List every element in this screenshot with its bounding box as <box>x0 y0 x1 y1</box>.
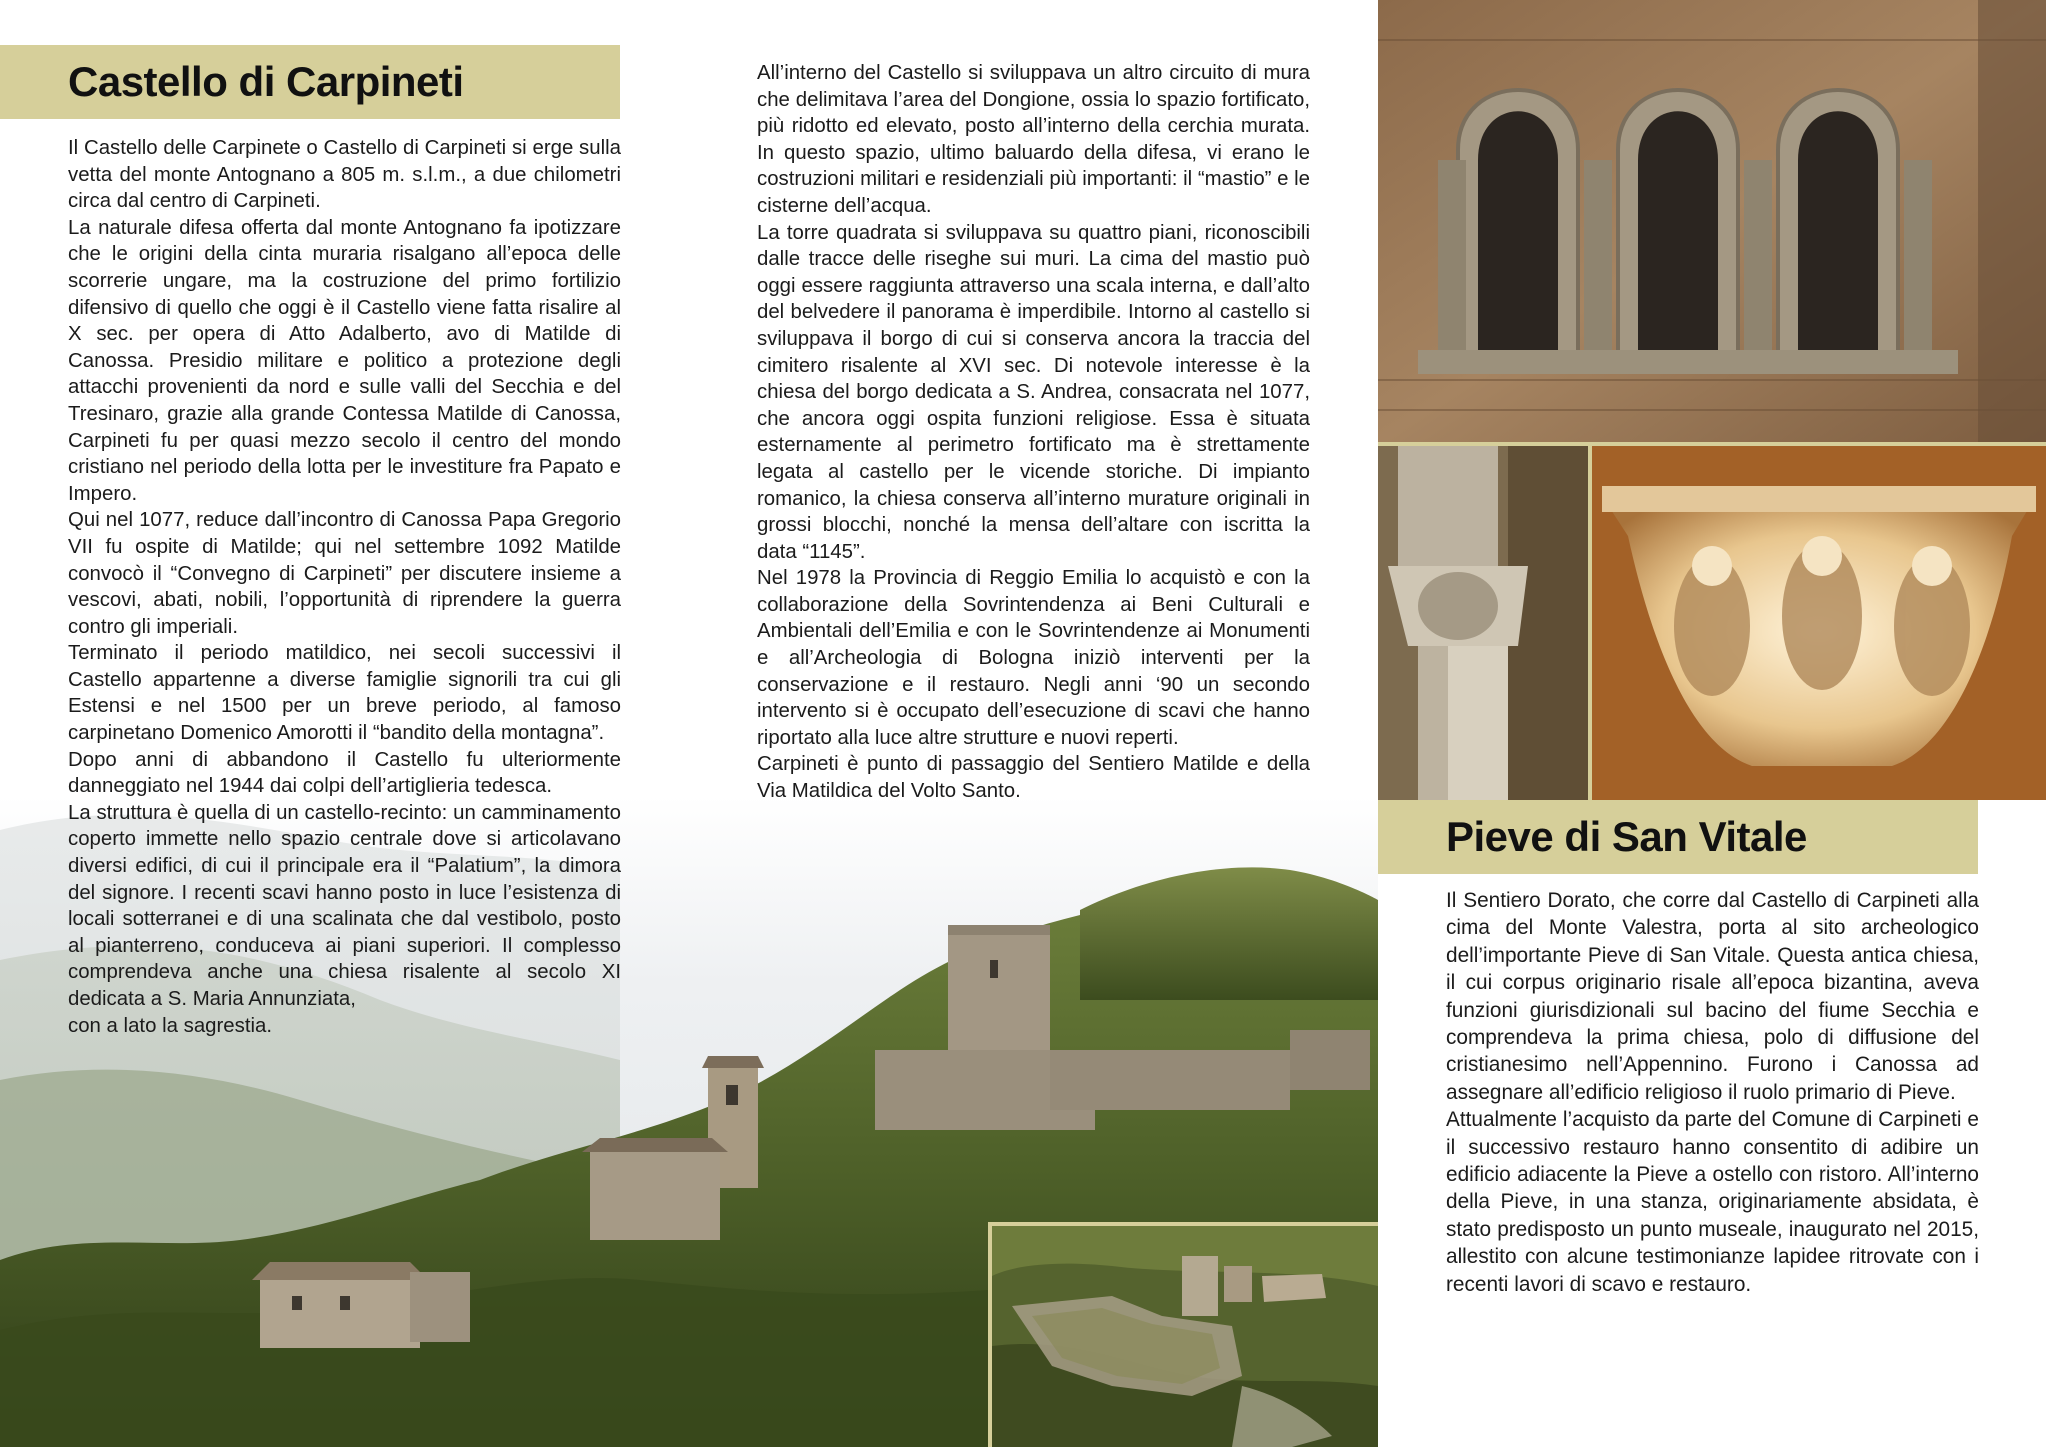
paragraph: Il Castello delle Carpinete o Castello di Carpineti si erge sulla vetta del monte Antognano a 805 m. s.l.m., a due chilometri circa dal centro di Carpineti. <box>68 137 621 213</box>
castle-aerial-photo <box>988 1222 1378 1447</box>
castello-title-bar <box>0 45 620 119</box>
paragraph: La torre quadrata si sviluppava su quattro piani, riconoscibili dalle tracce delle riseghe sui muri. La cima del mastio può oggi essere raggiunta attraverso una scala interna, e dall’alto del belvedere il panorama è imperdibile. Intorno al castello si sviluppava il borgo di cui si conserva ancora la traccia del cimitero risalente al XVI sec. Di notevole interesse è la chiesa del borgo dedicata a S. Andrea, consacrata nel 1077, che ancora oggi ospita funzioni religiose. Essa è situata esternamente al perimetro fortificato ma è strettamente legata al castello per le vicende storiche. Di impianto romanico, la chiesa conserva all’interno murature originali in grossi blocchi, nonché la mensa dell’altare con iscritta la data “1145”. <box>757 221 1310 563</box>
paragraph: con a lato la sagrestia. <box>68 1014 273 1037</box>
paragraph: Qui nel 1077, reduce dall’incontro di Canossa Papa Gregorio VII fu ospite di Matilde; qui nel settembre 1092 Matilde convocò il “Convegno di Carpineti” per discutere insieme a vescovi, abati, nobili, l’opportunità di riprendere la guerra contro gli imperiali. <box>68 509 621 638</box>
capital-column-photo <box>1378 442 1592 800</box>
paragraph: Terminato il periodo matildico, nei secoli successivi il Castello appartenne a diverse famiglie signorili tra cui gli Estensi e nel 1500 per un breve periodo, al famoso carpinetano Domenico Amorotti il “bandito della montagna”. <box>68 642 621 745</box>
paragraph: Nel 1978 la Provincia di Reggio Emilia lo acquistò e con la collaborazione della Sovrintendenza ai Beni Culturali e Ambientali dell’Emilia e con le Sovrintendenze ai Monumenti e all’Archeologia di Bologna iniziò interventi per la conservazione e il restauro. Negli anni ‘90 un secondo intervento si è occupato dell’esecuzione di scavi che hanno riportato alla luce altre strutture e nuovi reperti. <box>757 567 1310 749</box>
romanesque-windows-photo <box>1378 0 2046 442</box>
paragraph: Dopo anni di abbandono il Castello fu ulteriormente danneggiato nel 1944 dai colpi dell’artiglieria tedesca. <box>68 748 621 798</box>
castello-text-column-continued <box>757 60 1310 805</box>
castello-text-column <box>68 135 621 1039</box>
pieve-title-bar <box>1378 800 1978 874</box>
paragraph: Il Sentiero Dorato, che corre dal Castello di Carpineti alla cima del Monte Valestra, porta al sito archeologico dell’importante Pieve di San Vitale. Questa antica chiesa, il cui corpus originario risale all’epoca bizantina, aveva funzioni giurisdizionali sul bacino del fiume Secchia e comprendeva la prima chiesa, polo di diffusione del cristianesimo nell’Appennino. Furono i Canossa ad assegnare all’edificio religioso il ruolo primario di Pieve. <box>1446 889 1979 1104</box>
pieve-title: Pieve di San Vitale <box>1446 813 1807 860</box>
paragraph: Carpineti è punto di passaggio del Sentiero Matilde e della Via Matildica del Volto Santo. <box>757 753 1310 803</box>
pieve-text-column <box>1446 887 1979 1298</box>
paragraph: All’interno del Castello si sviluppava un altro circuito di mura che delimitava l’area del Dongione, ossia lo spazio fortificato, più ridotto ed elevato, posto all’interno della cerchia murata. In questo spazio, ultimo baluardo della difesa, vi erano le costruzioni militari e residenziali più importanti: il “mastio” e le cisterne dell’acqua. <box>757 62 1311 217</box>
paragraph: Attualmente l’acquisto da parte del Comune di Carpineti e il successivo restauro hanno consentito di adibire un edificio adiacente la Pieve a ostello con ristoro. All’interno della Pieve, in una stanza, originariamente absidata, è stato predisposto un punto museale, inaugurato nel 2015, allestito con alcune testimonianze lapidee ritrovate con i recenti lavori di scavo e restauro. <box>1446 1108 1979 1296</box>
carved-capital-photo <box>1592 442 2046 800</box>
paragraph: La naturale difesa offerta dal monte Antognano fa ipotizzare che le origini della cinta muraria risalgano all’epoca delle scorrerie ungare, ma la costruzione del primo fortilizio difensivo di quello che oggi è il Castello viene fatta risalire al X sec. per opera di Atto Adalberto, avo di Matilde di Canossa. Presidio militare e politico a protezione degli attacchi provenienti da nord e sulle valli del Secchia e del Tresinaro, grazie alla grande Contessa Matilde di Canossa, Carpineti fu per quasi mezzo secolo il centro del mondo cristiano nel periodo della lotta per le investiture fra Papato e Impero. <box>68 216 621 505</box>
castello-title: Castello di Carpineti <box>68 58 464 105</box>
paragraph: La struttura è quella di un castello-recinto: un camminamento coperto immette nello spazio centrale dove si articolavano diversi edifici, di cui il principale era il “Palatium”, la dimora del signore. I recenti scavi hanno posto in luce l’esistenza di locali sotterranei e di una scalinata che dal vestibolo, posto al pianterreno, conduceva ai piani superiori. Il complesso comprendeva anche una chiesa risalente al secolo XI dedicata a S. Maria Annunziata, <box>68 801 621 1010</box>
